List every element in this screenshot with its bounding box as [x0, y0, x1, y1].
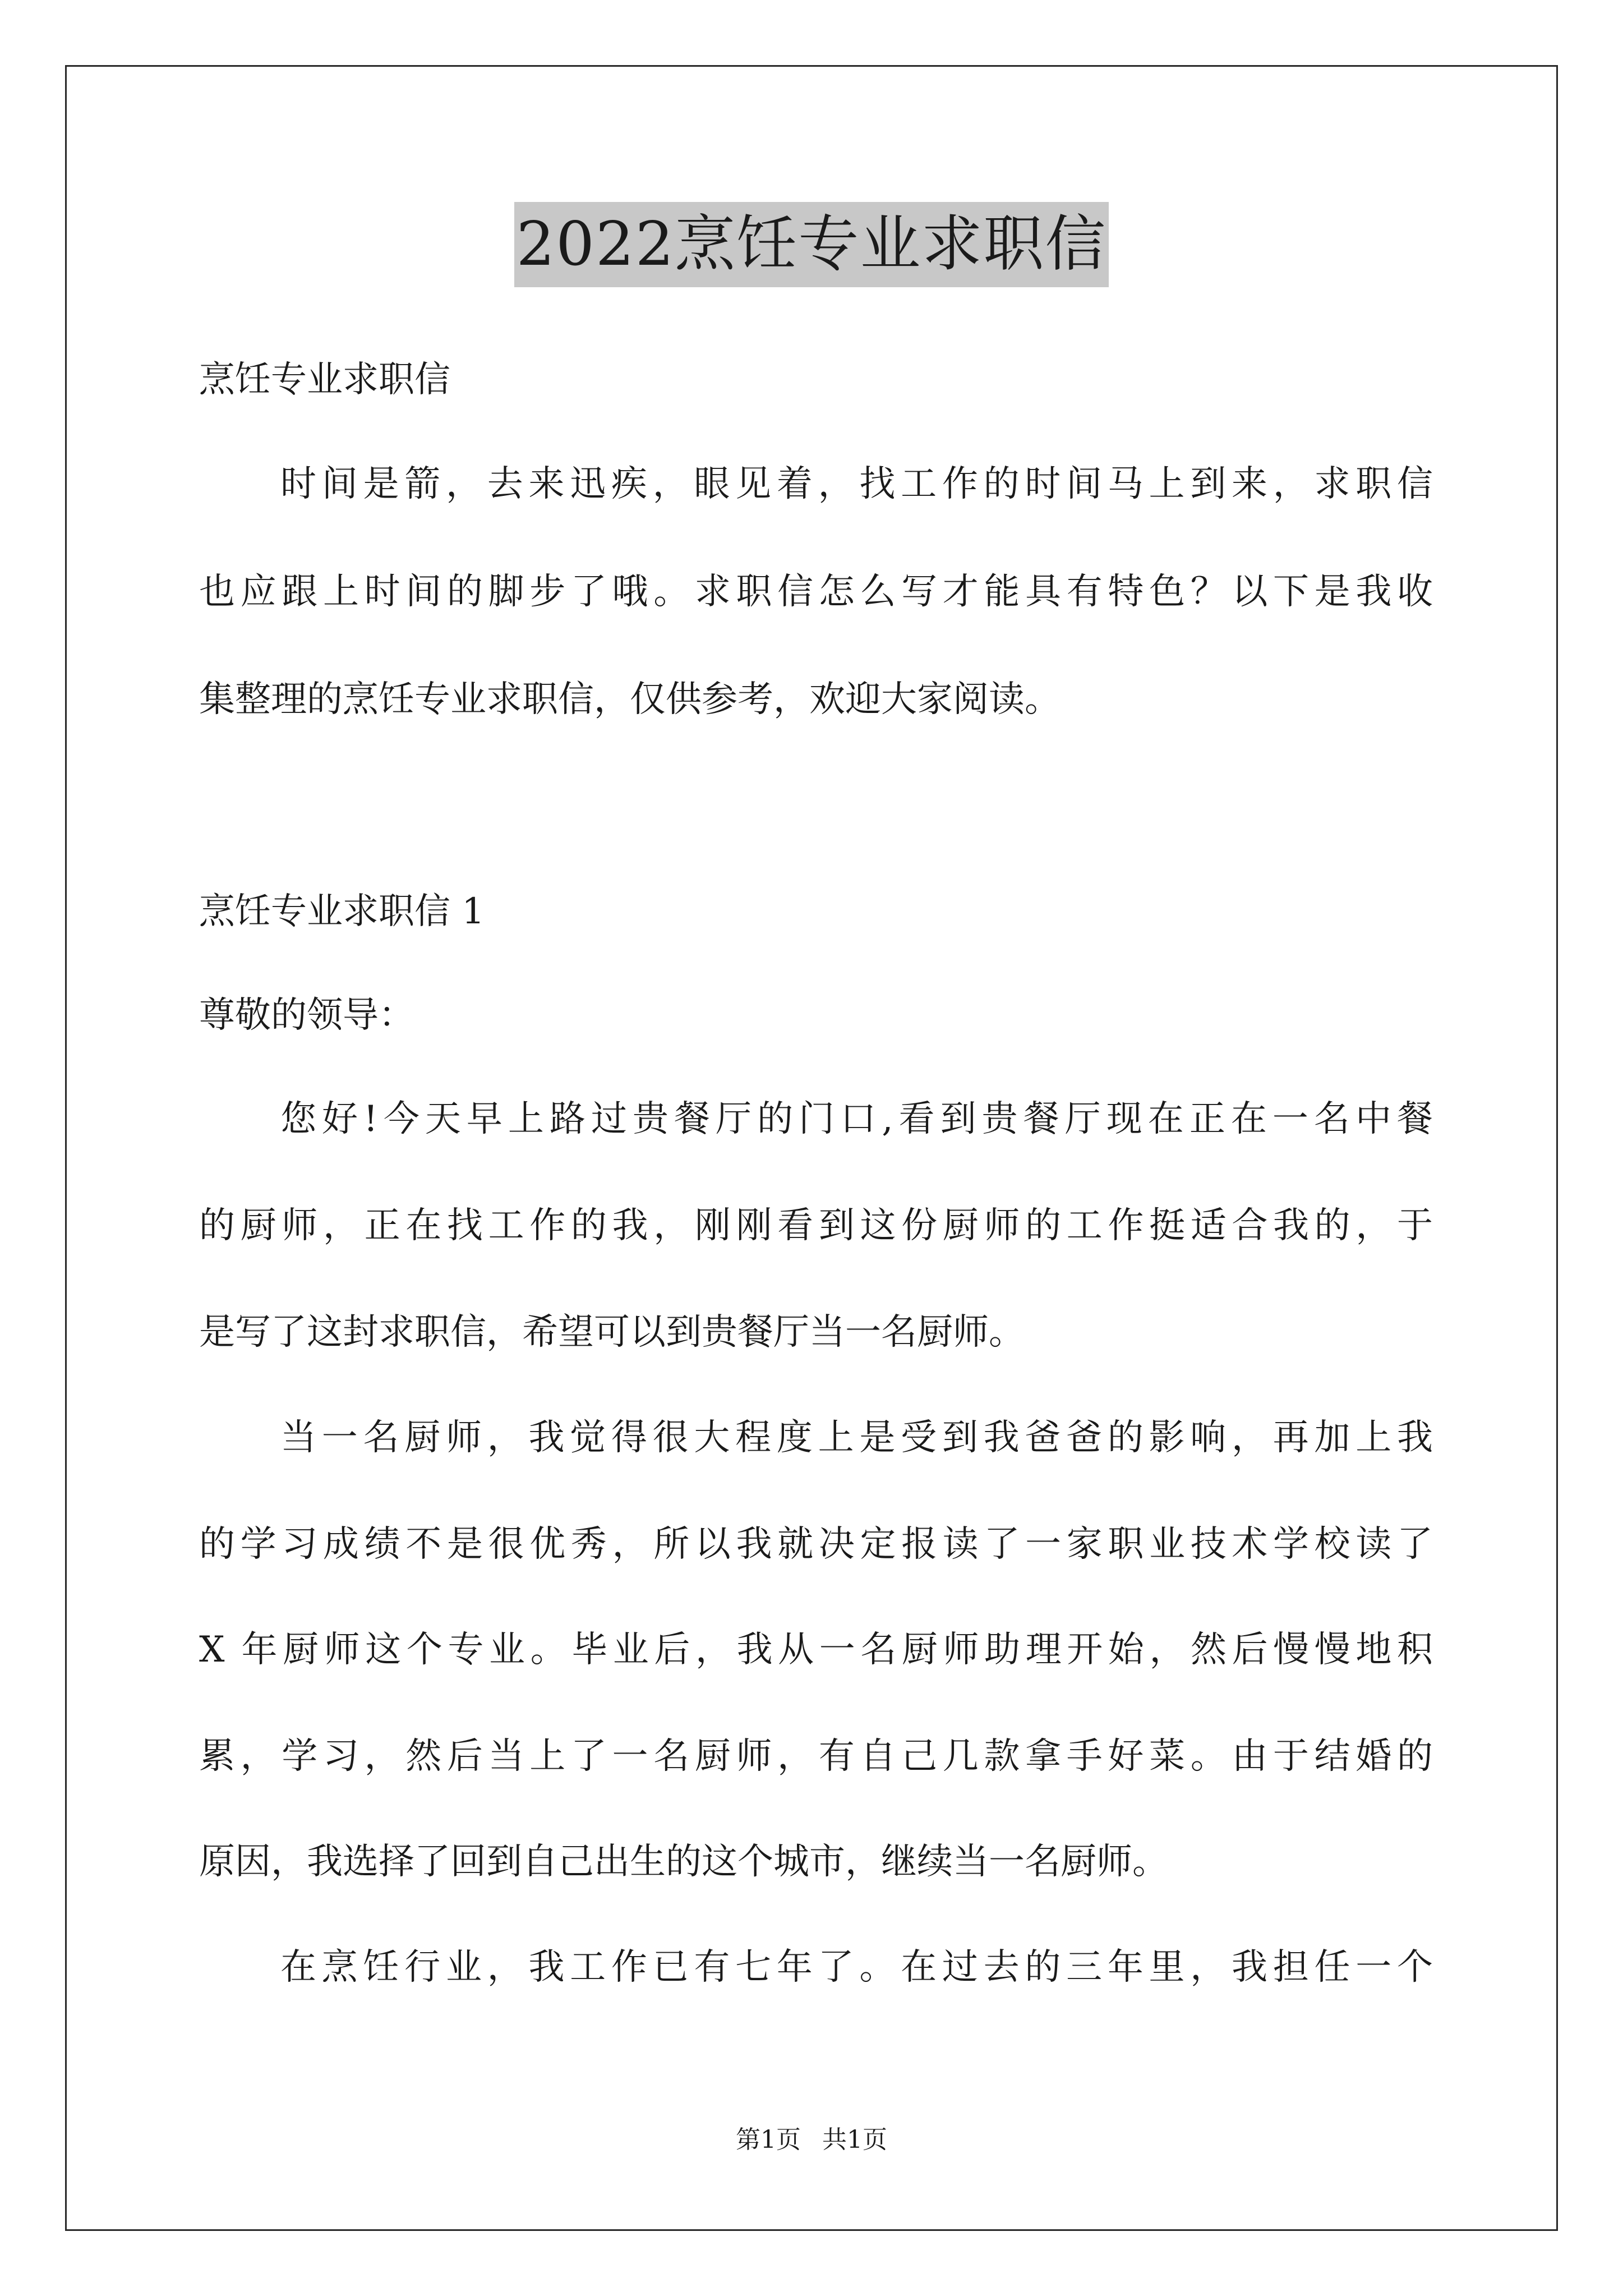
- paragraph1-line-1: 您好!今天早上路过贵餐厅的门口,看到贵餐厅现在正在一名中餐: [280, 1098, 1433, 1140]
- paragraph2-line-2: 的学习成绩不是很优秀，所以我就决定报读了一家职业技术学校读了: [199, 1524, 1433, 1565]
- paragraph1-line-2: 的厨师，正在找工作的我，刚刚看到这份厨师的工作挺适合我的，于: [199, 1205, 1433, 1246]
- salutation: 尊敬的领导：: [199, 995, 414, 1036]
- intro-line-3: 集整理的烹饪专业求职信，仅供参考，欢迎大家阅读。: [199, 679, 1061, 720]
- page-number: 第1页: [736, 2125, 801, 2154]
- document-title: 2022烹饪专业求职信: [514, 202, 1109, 287]
- intro-line-1: 时间是箭，去来迅疾，眼见着，找工作的时间马上到来，求职信: [280, 463, 1433, 505]
- paragraph2-line-3: X 年厨师这个专业。毕业后，我从一名厨师助理开始，然后慢慢地积: [199, 1629, 1433, 1671]
- section-heading: 烹饪专业求职信 1: [199, 891, 485, 932]
- page-footer: [0, 2123, 1623, 2157]
- paragraph2-line-5: 原因，我选择了回到自己出生的这个城市，继续当一名厨师。: [199, 1841, 1168, 1883]
- paragraph1-line-3: 是写了这封求职信，希望可以到贵餐厅当一名厨师。: [199, 1312, 1025, 1353]
- title-container: [0, 202, 1623, 287]
- subtitle: 烹饪专业求职信: [199, 359, 450, 401]
- page-total: 共1页: [822, 2125, 887, 2154]
- paragraph3-line-1: 在烹饪行业，我工作已有七年了。在过去的三年里，我担任一个: [280, 1947, 1433, 1988]
- paragraph2-line-1: 当一名厨师，我觉得很大程度上是受到我爸爸的影响，再加上我: [280, 1417, 1433, 1458]
- intro-line-2: 也应跟上时间的脚步了哦。求职信怎么写才能具有特色？以下是我收: [199, 571, 1433, 613]
- paragraph2-line-4: 累，学习，然后当上了一名厨师，有自己几款拿手好菜。由于结婚的: [199, 1736, 1433, 1777]
